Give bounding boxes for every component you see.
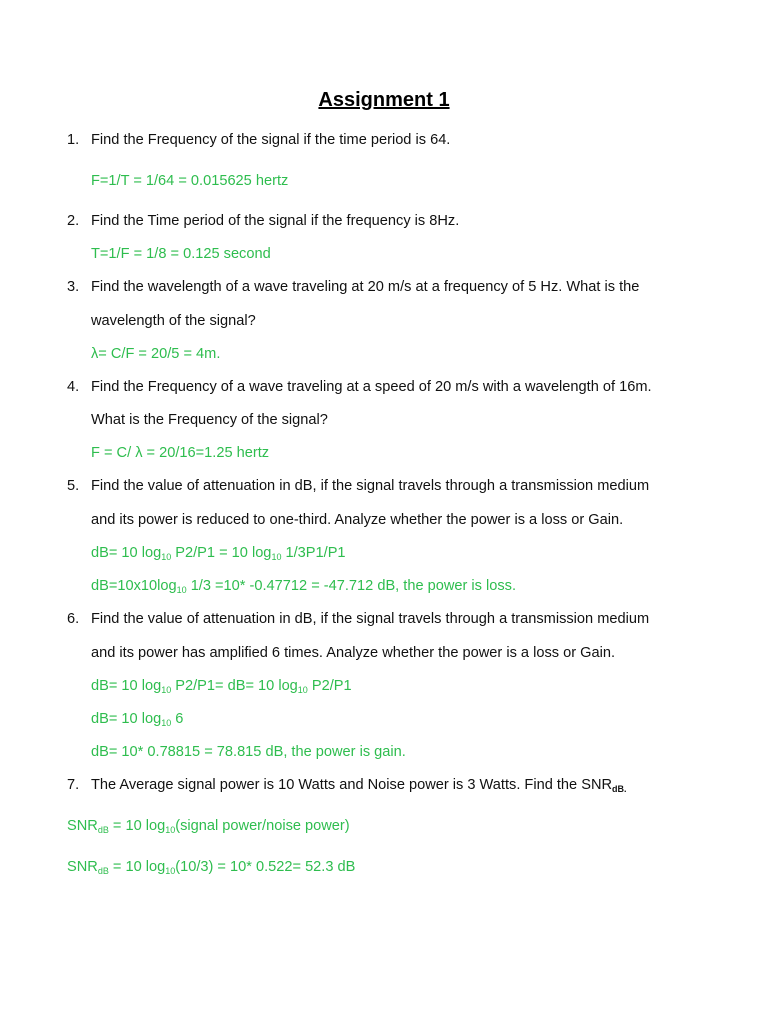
- answer-text: P2/P1= dB= 10 log: [171, 678, 298, 694]
- answer-5-line-2: [91, 576, 516, 596]
- answer-7-line-1: [67, 816, 350, 836]
- question-text-continued: wavelength of the signal?: [91, 313, 256, 329]
- subscript: dB: [97, 866, 109, 876]
- subscript: 10: [271, 552, 282, 562]
- answer-text: = 10 log: [108, 859, 166, 875]
- answer-6-line-2: [91, 709, 183, 729]
- answer-text: 6: [171, 711, 184, 727]
- question-text: Find the value of attenuation in dB, if the signal travels through a transmission medium: [91, 478, 650, 494]
- answer-6-line-1: [91, 676, 352, 696]
- subscript: 10: [165, 866, 176, 876]
- question-text: Find the wavelength of a wave traveling at 20 m/s at a frequency of 5 Hz. What is the: [91, 279, 640, 295]
- subscript: 10: [161, 718, 172, 728]
- answer-text: dB= 10 log: [91, 678, 162, 694]
- question-number: 3.: [67, 279, 80, 295]
- question-text: Find the Time period of the signal if the frequency is 8Hz.: [91, 213, 460, 229]
- answer-text: P2/P1: [307, 678, 352, 694]
- question-number: 4.: [67, 379, 80, 395]
- question-text-continued: and its power has amplified 6 times. Analyze whether the power is a loss or Gain.: [91, 645, 616, 661]
- question-number: 5.: [67, 478, 80, 494]
- answer-text: = 10 log: [108, 818, 166, 834]
- answer-text: dB= 10 log: [91, 545, 162, 561]
- question-text-part: The Average signal power is 10 Watts and Noise power is 3 Watts. Find the SNR: [91, 777, 613, 793]
- question-text-continued: What is the Frequency of the signal?: [91, 412, 328, 428]
- subscript: dB.: [612, 784, 627, 794]
- answer-text: dB=10x10log: [91, 578, 177, 594]
- subscript: 10: [176, 585, 187, 595]
- answer-text: SNR: [67, 859, 98, 875]
- answer-1: F=1/T = 1/64 = 0.015625 hertz: [91, 173, 289, 189]
- question-text: Find the Frequency of a wave traveling at a speed of 20 m/s with a wavelength of 16m.: [91, 379, 652, 395]
- answer-5-line-1: [91, 543, 346, 563]
- subscript: 10: [161, 685, 172, 695]
- answer-2: T=1/F = 1/8 = 0.125 second: [91, 246, 271, 262]
- answer-7-line-2: [67, 857, 355, 877]
- question-number: 7.: [67, 777, 80, 793]
- question-text: [91, 775, 627, 795]
- question-text-continued: and its power is reduced to one-third. Analyze whether the power is a loss or Gain.: [91, 512, 624, 528]
- answer-text: (signal power/noise power): [175, 818, 350, 834]
- question-number: 2.: [67, 213, 80, 229]
- answer-4: F = C/ λ = 20/16=1.25 hertz: [91, 445, 270, 461]
- page-title: Assignment 1: [318, 89, 450, 111]
- subscript: dB: [97, 825, 109, 835]
- question-number: 1.: [67, 132, 80, 148]
- question-number: 6.: [67, 611, 80, 627]
- answer-3: λ= C/F = 20/5 = 4m.: [91, 346, 221, 362]
- answer-text: SNR: [67, 818, 98, 834]
- answer-text: (10/3) = 10* 0.522= 52.3 dB: [175, 859, 356, 875]
- answer-text: P2/P1 = 10 log: [171, 545, 272, 561]
- answer-text: 1/3 =10* -0.47712 = -47.712 dB, the power is loss.: [186, 578, 517, 594]
- answer-6-line-3: dB= 10* 0.78815 = 78.815 dB, the power is gain.: [91, 744, 406, 760]
- subscript: 10: [161, 552, 172, 562]
- subscript: 10: [297, 685, 308, 695]
- answer-text: dB= 10 log: [91, 711, 162, 727]
- question-text: Find the Frequency of the signal if the time period is 64.: [91, 132, 451, 148]
- subscript: 10: [165, 825, 176, 835]
- question-text: Find the value of attenuation in dB, if the signal travels through a transmission medium: [91, 611, 650, 627]
- answer-text: 1/3P1/P1: [281, 545, 346, 561]
